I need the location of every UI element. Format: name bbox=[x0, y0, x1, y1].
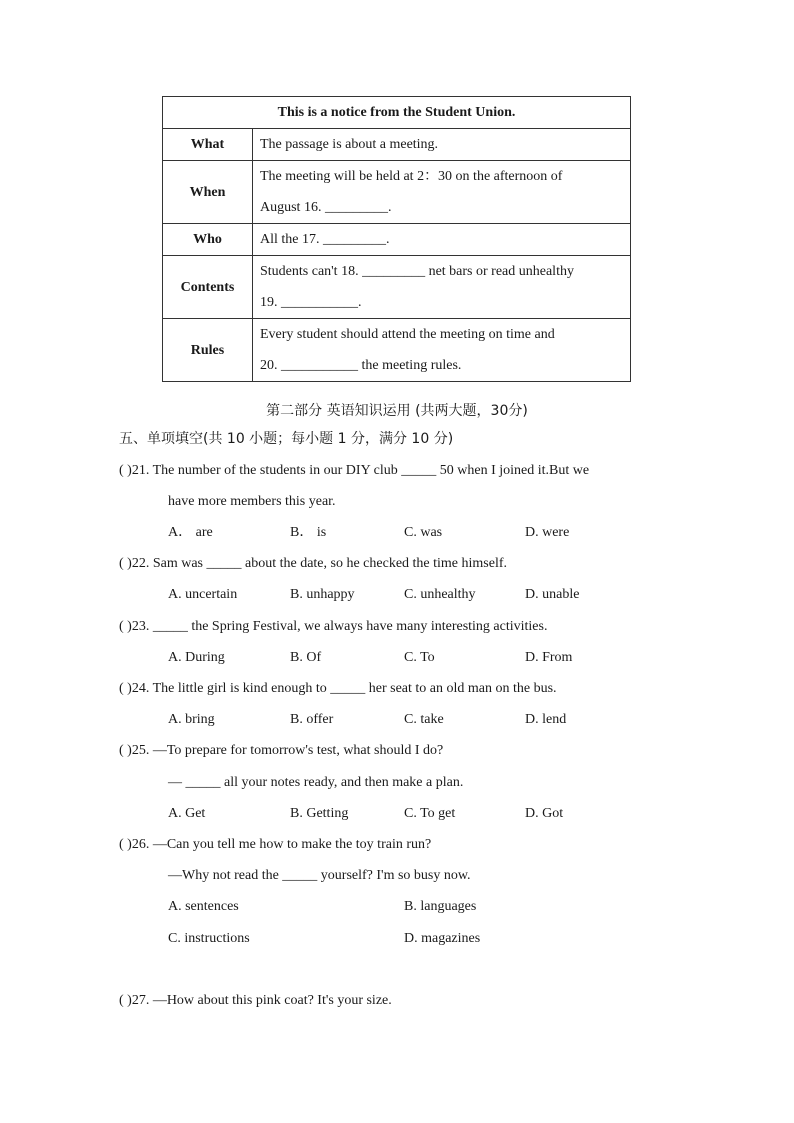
row-label-what: What bbox=[163, 129, 253, 161]
question-26-option-d: D. magazines bbox=[404, 931, 481, 946]
question-25-option-a: A. Get bbox=[168, 806, 206, 821]
question-21-option-b: B． is bbox=[290, 525, 327, 540]
content-line: 19. ___________. bbox=[260, 295, 362, 310]
row-content-when bbox=[253, 161, 631, 224]
row-content-rules bbox=[253, 319, 631, 382]
row-label-who: Who bbox=[163, 224, 253, 256]
question-21-stem-cont: have more members this year. bbox=[168, 494, 336, 509]
row-content-who bbox=[253, 224, 631, 256]
question-25-stem-cont: — _____ all your notes ready, and then make a plan. bbox=[168, 775, 464, 790]
question-24-option-b: B. offer bbox=[290, 712, 334, 727]
row-label-contents: Contents bbox=[163, 256, 253, 319]
content-line: The passage is about a meeting. bbox=[260, 137, 439, 152]
content-line: The meeting will be held at 2：30 on the afternoon of bbox=[260, 169, 563, 184]
content-line: Students can't 18. _________ net bars or read unhealthy bbox=[260, 264, 574, 279]
question-25-option-c: C. To get bbox=[404, 806, 456, 821]
question-26-option-b: B. languages bbox=[404, 899, 477, 914]
question-23-stem: ( )23. _____ the Spring Festival, we always have many interesting activities. bbox=[119, 619, 548, 634]
question-26-option-a: A. sentences bbox=[168, 899, 239, 914]
question-22-option-c: C. unhealthy bbox=[404, 587, 476, 602]
content-line: All the 17. _________. bbox=[260, 232, 390, 247]
question-27-stem: ( )27. —How about this pink coat? It's your size. bbox=[119, 993, 392, 1008]
row-label-rules: Rules bbox=[163, 319, 253, 382]
section-title: 第二部分 英语知识运用 (共两大题，30分) bbox=[266, 403, 528, 419]
question-24-option-d: D. lend bbox=[525, 712, 567, 727]
question-26-option-c: C. instructions bbox=[168, 931, 250, 946]
row-label-when: When bbox=[163, 161, 253, 224]
question-24-stem: ( )24. The little girl is kind enough to _____ her seat to an old man on the bus. bbox=[119, 681, 557, 696]
question-24-option-c: C. take bbox=[404, 712, 444, 727]
question-22-option-d: D. unable bbox=[525, 587, 580, 602]
question-21-option-d: D. were bbox=[525, 525, 570, 540]
notice-table bbox=[162, 96, 631, 382]
question-23-option-b: B. Of bbox=[290, 650, 322, 665]
question-26-stem-cont: —Why not read the _____ yourself? I'm so busy now. bbox=[168, 868, 471, 883]
question-22-option-b: B. unhappy bbox=[290, 587, 355, 602]
question-25-option-b: B. Getting bbox=[290, 806, 349, 821]
question-21-option-a: A． are bbox=[168, 525, 213, 540]
row-content-contents bbox=[253, 256, 631, 319]
content-line: August 16. _________. bbox=[260, 200, 392, 215]
question-23-option-d: D. From bbox=[525, 650, 573, 665]
question-21-option-c: C. was bbox=[404, 525, 443, 540]
question-21-stem: ( )21. The number of the students in our DIY club _____ 50 when I joined it.But we bbox=[119, 463, 590, 478]
question-23-option-a: A. During bbox=[168, 650, 225, 665]
question-25-option-d: D. Got bbox=[525, 806, 564, 821]
question-22-option-a: A. uncertain bbox=[168, 587, 238, 602]
content-line: 20. ___________ the meeting rules. bbox=[260, 358, 462, 373]
content-line: Every student should attend the meeting on time and bbox=[260, 327, 555, 342]
question-23-option-c: C. To bbox=[404, 650, 435, 665]
question-22-stem: ( )22. Sam was _____ about the date, so he checked the time himself. bbox=[119, 556, 508, 571]
notice-title: This is a notice from the Student Union. bbox=[163, 97, 631, 129]
part-title: 五、单项填空(共 10 小题；每小题 1 分，满分 10 分) bbox=[119, 431, 454, 447]
question-26-stem: ( )26. —Can you tell me how to make the toy train run? bbox=[119, 837, 432, 852]
row-content-what bbox=[253, 129, 631, 161]
question-24-option-a: A. bring bbox=[168, 712, 215, 727]
question-25-stem: ( )25. —To prepare for tomorrow's test, what should I do? bbox=[119, 743, 444, 758]
